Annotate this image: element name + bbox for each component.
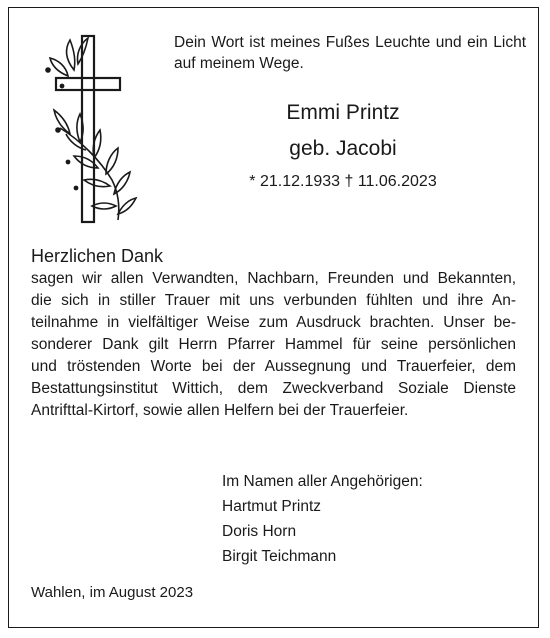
bible-verse: Dein Wort ist meines Fußes Leuchte und ein Licht auf meinem Wege. — [174, 34, 526, 72]
life-dates: * 21.12.1933 † 11.06.2023 — [249, 173, 437, 190]
thanks-line: Bestattungsinstitut Wittich, dem Zweckverband Soziale Dienste — [31, 380, 516, 397]
cross-with-olive-branch-icon — [40, 30, 140, 230]
signature-block — [222, 469, 423, 569]
thanks-heading: Herzlichen Dank — [31, 246, 164, 266]
signature-name: Hartmut Printz — [222, 498, 322, 515]
signature-intro: Im Namen aller Angehörigen: — [222, 473, 423, 490]
place-and-date: Wahlen, im August 2023 — [31, 584, 194, 601]
thanks-line: Antrifttal-Kirtorf, sowie allen Helfern bei der Trauerfeier. — [31, 402, 409, 419]
thanks-line: sagen wir allen Verwandten, Nachbarn, Freunden und Bekannten, — [31, 270, 516, 287]
thanks-line: und tröstenden Worte bei der Aussegnung und Trauerfeier, dem — [31, 358, 516, 375]
thanks-text — [31, 268, 516, 422]
thanks-line: teilnahme in vielfältiger Weise zum Ausdruck brachten. Unser be- — [31, 314, 516, 331]
thanks-line: die sich in stiller Trauer mit uns verbunden fühlten und ihre An- — [31, 292, 516, 309]
birth-name: geb. Jacobi — [289, 137, 397, 160]
thanks-line: sonderer Dank gilt Herrn Pfarrer Hammel für seine persönlichen — [31, 336, 516, 353]
signature-name: Birgit Teichmann — [222, 548, 337, 565]
deceased-name: Emmi Printz — [286, 101, 400, 124]
signature-name: Doris Horn — [222, 523, 297, 540]
